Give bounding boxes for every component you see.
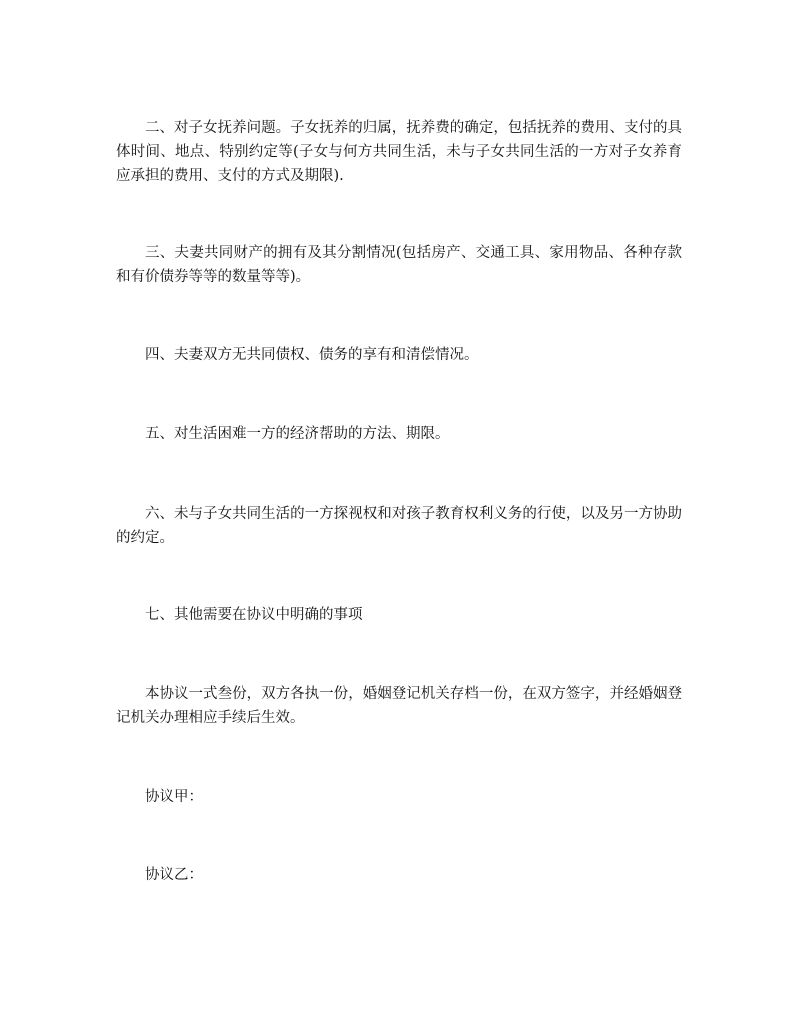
clause-copies-effect: 本协议一式叁份，双方各执一份，婚姻登记机关存档一份，在双方签字，并经婚姻登记机关办理相应手续后生效。 <box>116 686 682 726</box>
clause-other-matters: 七、其他需要在协议中明确的事项 <box>145 607 363 623</box>
clause-joint-property: 三、夫妻共同财产的拥有及其分割情况(包括房产、交通工具、家用物品、各种存款和有价债券等等的数量等等)。 <box>116 245 682 285</box>
signature-party-a: 协议甲： <box>145 789 203 805</box>
clause-debts: 四、夫妻双方无共同债权、债务的享有和清偿情况。 <box>145 347 479 363</box>
signature-party-b: 协议乙： <box>145 867 203 883</box>
clause-economic-help: 五、对生活困难一方的经济帮助的方法、期限。 <box>145 426 450 442</box>
clause-visitation: 六、未与子女共同生活的一方探视权和对孩子教育权利义务的行使，以及另一方协助的约定。 <box>116 506 682 546</box>
clause-child-support: 二、对子女抚养问题。子女抚养的归属，抚养费的确定，包括抚养的费用、支付的具体时间、地点、特别约定等(子女与何方共同生活，未与子女共同生活的一方对子女养育应承担的费用、支付的方式及期限). <box>116 120 682 184</box>
